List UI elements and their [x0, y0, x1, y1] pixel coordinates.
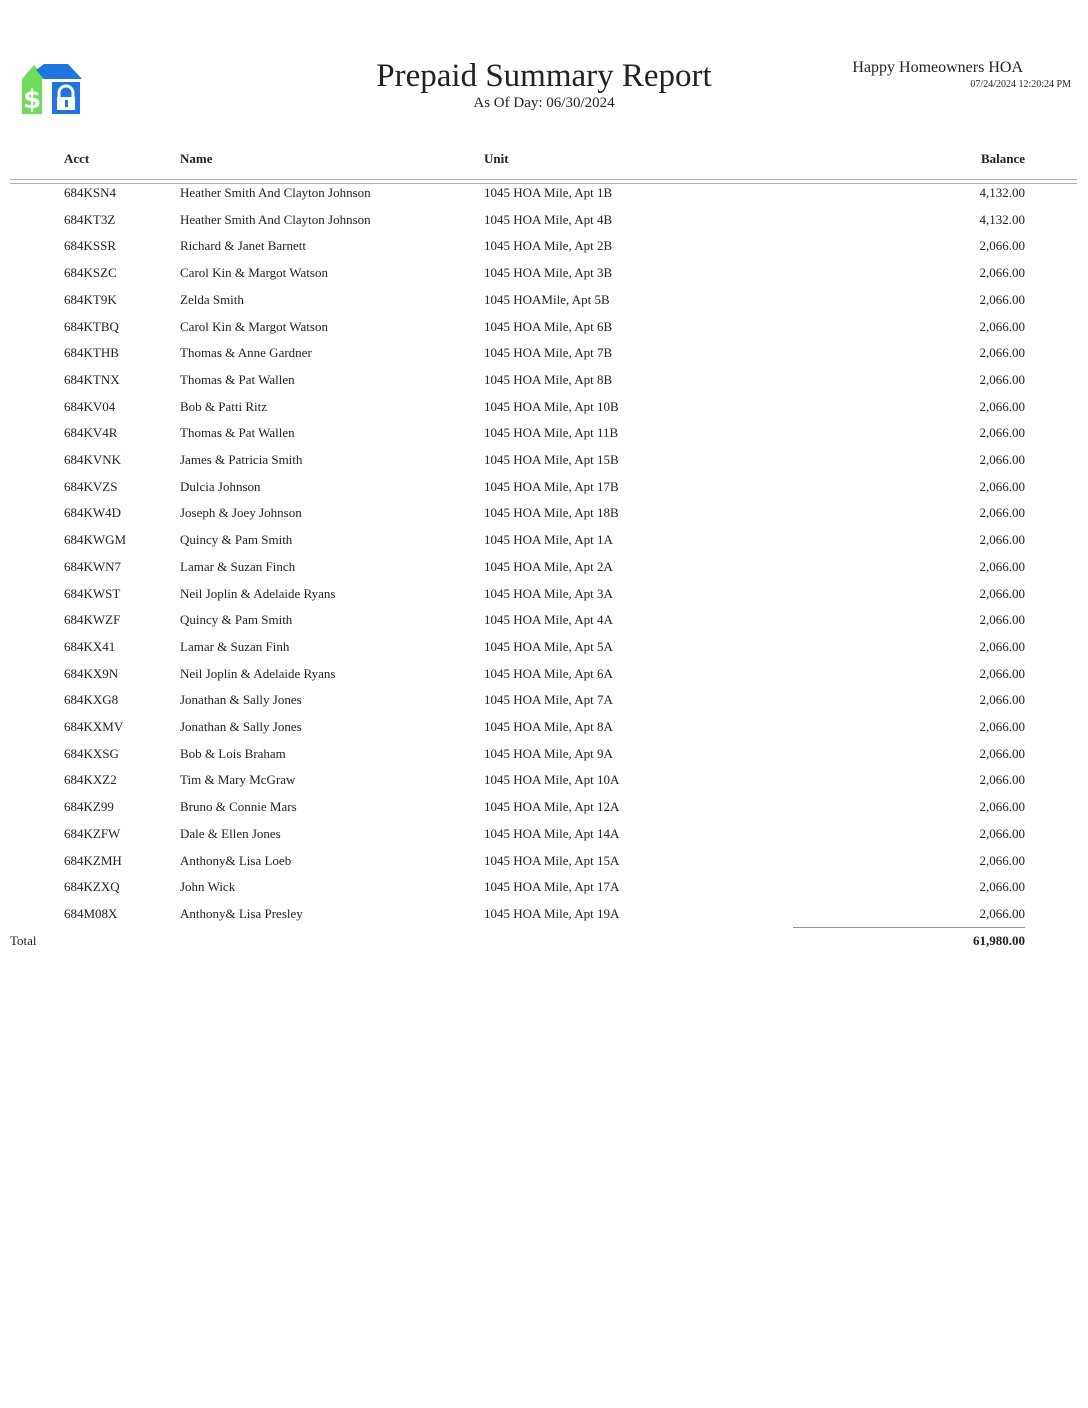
balance-cell: 2,066.00	[979, 452, 1025, 467]
balance-cell: 2,066.00	[979, 558, 1025, 574]
balance-cell: 2,066.00	[979, 719, 1025, 734]
table-row	[0, 372, 1088, 399]
unit-cell: 1045 HOA Mile, Apt 2A	[484, 558, 613, 574]
table-row	[0, 719, 1088, 746]
unit-cell: 1045 HOA Mile, Apt 15B	[484, 452, 619, 467]
as-of-date: As Of Day: 06/30/2024	[473, 95, 615, 111]
name-cell: Zelda Smith	[180, 291, 244, 307]
name-cell: Lamar & Suzan Finch	[180, 558, 296, 574]
balance-cell: 2,066.00	[979, 318, 1025, 334]
svg-text:$: $	[22, 85, 42, 115]
table-row	[0, 265, 1088, 292]
name-cell: Thomas & Pat Wallen	[180, 371, 295, 387]
table-row	[0, 479, 1088, 506]
table-row	[0, 612, 1088, 639]
total-value: 61,980.00	[973, 933, 1025, 948]
unit-cell: 1045 HOA Mile, Apt 3B	[484, 265, 613, 281]
unit-cell: 1045 HOA Mile, Apt 7B	[484, 345, 613, 361]
acct-cell: 684KT3Z	[64, 211, 116, 227]
name-cell: John Wick	[180, 879, 236, 895]
acct-cell: 684KTBQ	[64, 318, 119, 334]
name-cell: James & Patricia Smith	[180, 452, 303, 467]
table-row	[0, 799, 1088, 826]
total-divider	[793, 927, 1025, 928]
column-header-name: Name	[180, 151, 213, 166]
name-cell: Joseph & Joey Johnson	[180, 505, 302, 521]
table-row	[0, 879, 1088, 906]
organization-name: Happy Homeowners HOA	[852, 59, 1023, 76]
unit-cell: 1045 HOA Mile, Apt 4A	[484, 612, 613, 628]
balance-cell: 2,066.00	[979, 825, 1025, 841]
balance-cell: 2,066.00	[979, 505, 1025, 521]
unit-cell: 1045 HOA Mile, Apt 2B	[484, 238, 613, 254]
table-row	[0, 826, 1088, 853]
table-row	[0, 906, 1088, 933]
acct-cell: 684KV4R	[64, 425, 118, 441]
unit-cell: 1045 HOA Mile, Apt 11B	[484, 425, 619, 441]
column-header-balance: Balance	[980, 151, 1025, 166]
table-row	[0, 425, 1088, 452]
acct-cell: 684KXZ2	[64, 772, 117, 788]
acct-cell: 684KVNK	[64, 452, 122, 467]
unit-cell: 1045 HOA Mile, Apt 9A	[484, 745, 613, 761]
unit-cell: 1045 HOA Mile, Apt 4B	[484, 211, 613, 227]
balance-cell: 2,066.00	[979, 852, 1025, 868]
name-cell: Carol Kin & Margot Watson	[180, 265, 328, 281]
name-cell: Thomas & Pat Wallen	[180, 425, 295, 441]
balance-cell: 2,066.00	[979, 291, 1025, 307]
balance-cell: 4,132.00	[979, 211, 1025, 227]
table-row	[0, 345, 1088, 372]
unit-cell: 1045 HOA Mile, Apt 10B	[484, 398, 619, 414]
table-row	[0, 532, 1088, 559]
table-row	[0, 292, 1088, 319]
acct-cell: 684KW4D	[64, 505, 122, 521]
balance-cell: 2,066.00	[979, 585, 1025, 601]
balance-cell: 2,066.00	[979, 345, 1025, 361]
acct-cell: 684KT9K	[64, 291, 117, 307]
acct-cell: 684KWST	[64, 585, 121, 601]
name-cell: Dulcia Johnson	[180, 478, 261, 494]
unit-cell: 1045 HOA Mile, Apt 3A	[484, 585, 613, 601]
acct-cell: 684KZ99	[64, 799, 114, 815]
balance-cell: 2,066.00	[979, 371, 1025, 387]
table-row	[0, 746, 1088, 773]
balance-cell: 2,066.00	[979, 772, 1025, 788]
acct-cell: 684KZXQ	[64, 879, 120, 895]
acct-cell: 684KXG8	[64, 692, 119, 708]
header-divider	[10, 179, 1077, 184]
unit-cell: 1045 HOA Mile, Apt 14A	[484, 825, 620, 841]
acct-cell: 684KZMH	[64, 852, 122, 868]
name-cell: Neil Joplin & Adelaide Ryans	[180, 665, 336, 681]
name-cell: Carol Kin & Margot Watson	[180, 318, 328, 334]
acct-cell: 684KX9N	[64, 665, 119, 681]
acct-cell: 684KTHB	[64, 345, 119, 361]
unit-cell: 1045 HOA Mile, Apt 17A	[484, 879, 620, 895]
unit-cell: 1045 HOA Mile, Apt 17B	[484, 478, 619, 494]
acct-cell: 684KXMV	[64, 719, 124, 734]
table-row	[0, 692, 1088, 719]
name-cell: Jonathan & Sally Jones	[180, 692, 302, 708]
name-cell: Richard & Janet Barnett	[180, 238, 306, 254]
name-cell: Bob & Patti Ritz	[180, 398, 268, 414]
name-cell: Anthony& Lisa Loeb	[180, 852, 292, 868]
column-header-acct: Acct	[64, 151, 90, 166]
balance-cell: 2,066.00	[979, 238, 1025, 254]
acct-cell: 684KX41	[64, 638, 116, 654]
name-cell: Jonathan & Sally Jones	[180, 719, 302, 734]
balance-cell: 2,066.00	[979, 532, 1025, 548]
table-row	[0, 586, 1088, 613]
acct-cell: 684KXSG	[64, 745, 119, 761]
acct-cell: 684M08X	[64, 905, 118, 921]
balance-cell: 2,066.00	[979, 905, 1025, 921]
unit-cell: 1045 HOA Mile, Apt 1A	[484, 532, 613, 548]
name-cell: Thomas & Anne Gardner	[180, 345, 312, 361]
unit-cell: 1045 HOA Mile, Apt 6A	[484, 665, 613, 681]
balance-cell: 2,066.00	[979, 638, 1025, 654]
name-cell: Heather Smith And Clayton Johnson	[180, 211, 371, 227]
unit-cell: 1045 HOA Mile, Apt 7A	[484, 692, 613, 708]
unit-cell: 1045 HOA Mile, Apt 10A	[484, 772, 620, 788]
table-row	[0, 853, 1088, 880]
acct-cell: 684KWZF	[64, 612, 121, 628]
acct-cell: 684KWGM	[64, 532, 127, 548]
name-cell: Heather Smith And Clayton Johnson	[180, 185, 371, 200]
acct-cell: 684KTNX	[64, 371, 120, 387]
table-row	[0, 639, 1088, 666]
unit-cell: 1045 HOA Mile, Apt 12A	[484, 799, 620, 815]
name-cell: Bob & Lois Braham	[180, 745, 286, 761]
unit-cell: 1045 HOA Mile, Apt 8B	[484, 371, 613, 387]
table-row	[0, 452, 1088, 479]
balance-cell: 2,066.00	[979, 879, 1025, 895]
name-cell: Bruno & Connie Mars	[180, 799, 297, 815]
balance-cell: 2,066.00	[979, 799, 1025, 815]
table-row	[0, 238, 1088, 265]
balance-cell: 2,066.00	[979, 692, 1025, 708]
unit-cell: 1045 HOAMile, Apt 5B	[484, 291, 610, 307]
total-label: Total	[10, 933, 37, 948]
acct-cell: 684KSSR	[64, 238, 117, 254]
name-cell: Anthony& Lisa Presley	[180, 905, 303, 921]
table-row	[0, 319, 1088, 346]
unit-cell: 1045 HOA Mile, Apt 1B	[484, 185, 613, 200]
acct-cell: 684KSN4	[64, 185, 117, 200]
unit-cell: 1045 HOA Mile, Apt 18B	[484, 505, 619, 521]
table-row	[0, 666, 1088, 693]
acct-cell: 684KSZC	[64, 265, 117, 281]
table-row	[0, 399, 1088, 426]
balance-cell: 2,066.00	[979, 478, 1025, 494]
unit-cell: 1045 HOA Mile, Apt 6B	[484, 318, 613, 334]
acct-cell: 684KV04	[64, 398, 116, 414]
table-row	[0, 212, 1088, 239]
table-row	[0, 559, 1088, 586]
balance-cell: 2,066.00	[979, 665, 1025, 681]
balance-cell: 4,132.00	[979, 185, 1025, 200]
report-title: Prepaid Summary Report	[376, 58, 712, 94]
balance-cell: 2,066.00	[979, 745, 1025, 761]
unit-cell: 1045 HOA Mile, Apt 5A	[484, 638, 613, 654]
unit-cell: 1045 HOA Mile, Apt 8A	[484, 719, 613, 734]
print-timestamp: 07/24/2024 12:20:24 PM	[970, 79, 1071, 90]
acct-cell: 684KZFW	[64, 825, 121, 841]
unit-cell: 1045 HOA Mile, Apt 15A	[484, 852, 620, 868]
table-row	[0, 185, 1088, 212]
balance-cell: 2,066.00	[979, 398, 1025, 414]
name-cell: Lamar & Suzan Finh	[180, 638, 290, 654]
acct-cell: 684KWN7	[64, 558, 122, 574]
acct-cell: 684KVZS	[64, 478, 118, 494]
balance-cell: 2,066.00	[979, 425, 1025, 441]
unit-cell: 1045 HOA Mile, Apt 19A	[484, 905, 620, 921]
table-row	[0, 505, 1088, 532]
name-cell: Quincy & Pam Smith	[180, 532, 293, 548]
table-row	[0, 772, 1088, 799]
balance-cell: 2,066.00	[979, 612, 1025, 628]
column-header-unit: Unit	[484, 151, 509, 166]
name-cell: Dale & Ellen Jones	[180, 825, 281, 841]
name-cell: Tim & Mary McGraw	[180, 772, 296, 788]
balance-cell: 2,066.00	[979, 265, 1025, 281]
name-cell: Quincy & Pam Smith	[180, 612, 293, 628]
name-cell: Neil Joplin & Adelaide Ryans	[180, 585, 336, 601]
